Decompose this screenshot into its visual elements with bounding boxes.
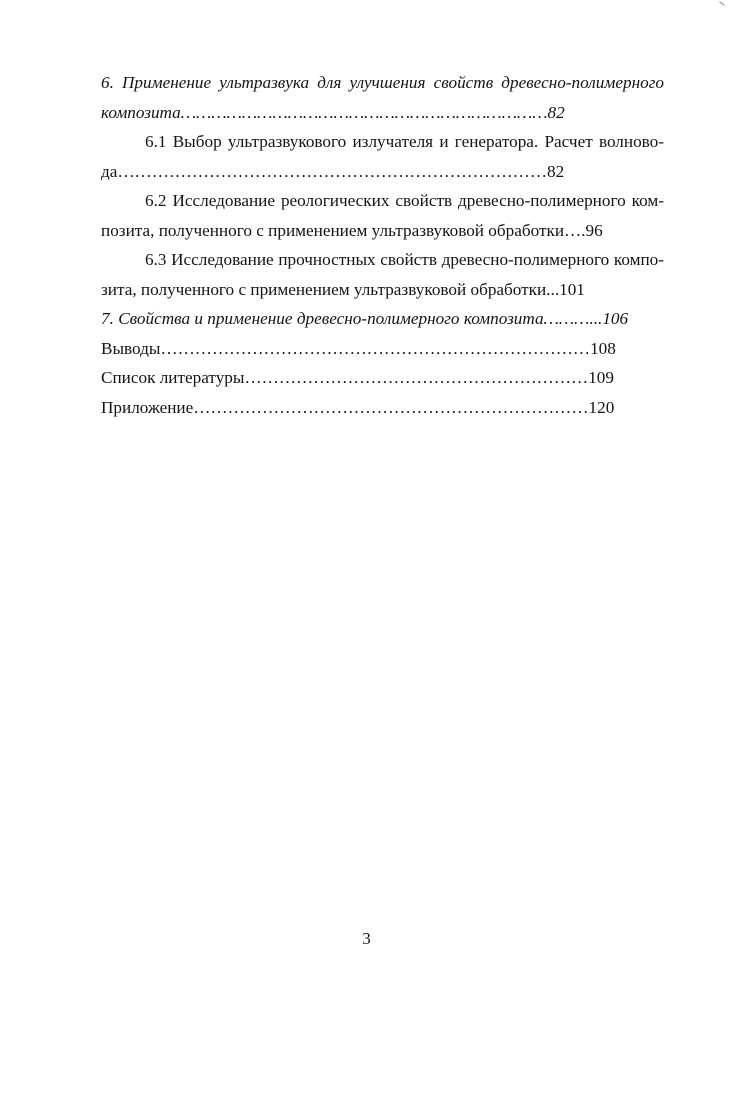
- toc-entry-leader-page: композита………………………………………………………………82: [101, 102, 565, 122]
- toc-entry-section-7: [101, 304, 664, 334]
- toc-entry-section-6: [101, 68, 664, 127]
- toc-entry-section-6-1: [101, 127, 664, 186]
- toc-entry-title: 6. Применение ультразвука для улучшения свойств древесно-полимерного: [101, 73, 664, 92]
- toc-entry-title: Выводы…………………………………………………………………108: [101, 338, 616, 358]
- toc-entry-title: Список литературы……………………………………………………109: [101, 368, 614, 387]
- toc-entry-section-6-3: [101, 245, 664, 304]
- toc-entry-conclusions: [101, 334, 664, 364]
- toc-entry-section-6-2: [101, 186, 664, 245]
- toc-entry-title: 7. Свойства и применение древесно-полимерного композита………...106: [101, 309, 629, 328]
- toc-entry-title: 6.2 Исследование реологических свойств древесно-полимерного ком-: [145, 191, 664, 210]
- table-of-contents: [101, 68, 664, 422]
- toc-entry-title: Приложение……………………………………………………………120: [101, 397, 615, 417]
- toc-entry-leader-page: позита, полученного с применением ультразвуковой обработки….96: [101, 220, 603, 240]
- scan-artifact-mark: [719, 1, 724, 5]
- toc-entry-leader-page: зита, полученного с применением ультразвуковой обработки...101: [101, 279, 585, 299]
- toc-entry-leader-page: да…………………………………………………………………82: [101, 161, 565, 181]
- toc-entry-title: 6.1 Выбор ультразвукового излучателя и генератора. Расчет волново-: [145, 132, 664, 151]
- toc-entry-title: 6.3 Исследование прочностных свойств древесно-полимерного компо-: [145, 250, 664, 269]
- toc-entry-references: [101, 363, 664, 393]
- page-number: 3: [362, 929, 371, 948]
- toc-entry-appendix: [101, 393, 664, 423]
